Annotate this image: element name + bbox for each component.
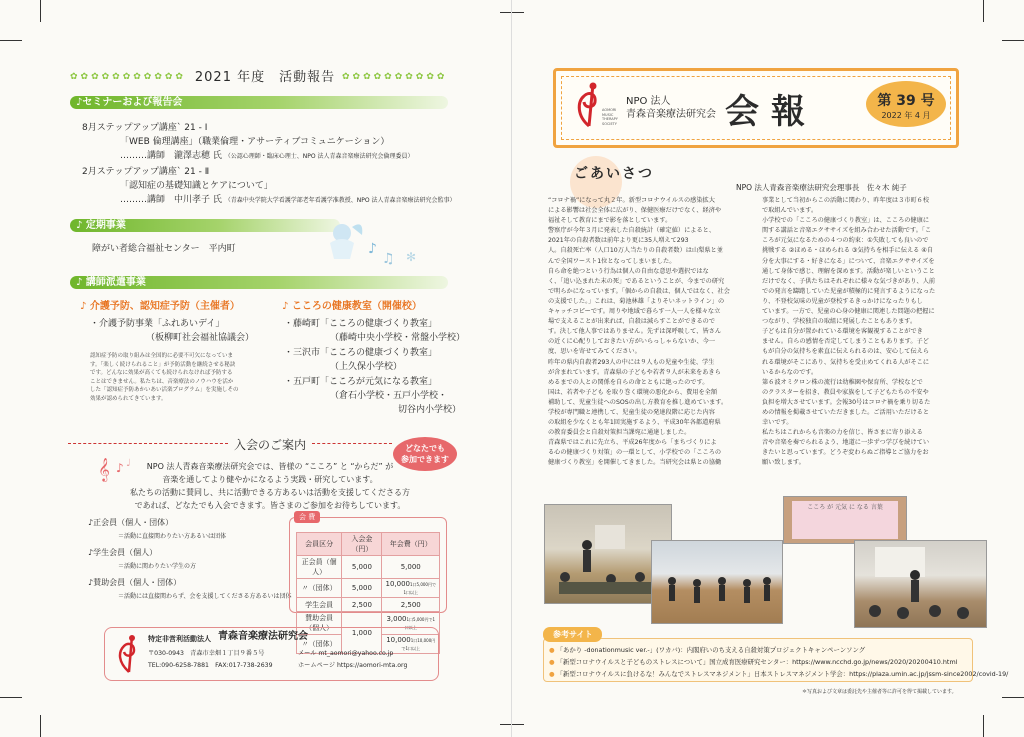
body-line: 負担を増大させています。会報30号はコロナ禍を乗り切るた [762, 398, 931, 406]
dispatch-line: （上久保小学校） [330, 362, 403, 372]
fee-label: 会 費 [294, 511, 320, 523]
dispatch-line: ・介護予防事業「ふれあいデイ」 [90, 319, 225, 329]
greeting-column-1 [548, 196, 752, 469]
angel-illustration [322, 215, 422, 270]
body-line: 幸いです。 [762, 419, 793, 427]
footer-homepage[interactable]: ホームページ https://aomori-mta.org [298, 662, 408, 669]
body-line: の支援でした。」これは、菊池林雄「よりそいネットライン」の [548, 297, 725, 305]
dispatch-note: 認知症予防の取り組みは全国的に必要不可欠になっていま す。「楽しく続けられること」が予防活動を継続させる秘訣 です。どんなに効果が高くても続けられなければ予防する ことはできません。私たちは、音楽療法のノウハウを活か した「認知症予防あかいあい活楽プログラム」を実施しその 効果が認められてきています。 [90, 353, 239, 402]
body-line: 小学校での「こころの健康づくり教室」は、こころの健康に [762, 217, 930, 225]
seminar-lecturer: ………講師 瀧澤志穂 氏 （公認心理師・臨床心理士、NPO 法人青森音楽療法研究会倫理委員） [120, 151, 414, 161]
body-line: り、不登校気味の児童が登校するきっかけになったりもし [762, 297, 923, 305]
body-line: 関する講話と音楽エクササイズを組み合わせた活動です。「こ [762, 227, 932, 235]
svg-text:♪: ♪ [116, 461, 124, 475]
body-line: 2021年の自殺者数は前年より更に35人増えて293 [548, 237, 689, 245]
crop-mark [0, 40, 22, 41]
body-line: による影響は社会全体に広がり、保健医療だけでなく、経済や [548, 207, 722, 215]
body-line: めるまでの人との関係を自らの命とともに絶ったのです。 [548, 378, 709, 386]
svg-text:𝄞: 𝄞 [98, 457, 110, 481]
body-line: 警察庁が今年３月に発表した自殺統計（確定値）によると、 [548, 227, 716, 235]
dispatch-line: ・藤崎町「こころの健康づくり教室」 [284, 319, 438, 329]
dispatch-line: ・三沢市「こころの健康づくり教室」 [284, 348, 438, 358]
photo-classroom-2 [854, 540, 987, 628]
body-line: での発言を躊躇していた児童が積極的に発言するようになった [762, 287, 936, 295]
body-line: 私たちはこれからも音楽の力を信じ、皆さまに寄り添える [762, 429, 923, 437]
body-line: 挑戦する ②ほめる・ほめられる ③気持ちを相手に伝える ④自 [762, 247, 934, 255]
body-line: る心の健康づくり対策」の一環として、小学校での「こころの [548, 449, 722, 457]
logo-text: AOMORI MUSIC THERAPY SOCIETY [602, 108, 618, 126]
greeting-column-2 [762, 196, 967, 469]
reference-label: 参考サイト [543, 627, 602, 642]
body-line: 健康づくり教室」を開催してきました。当研究会は県との協働 [548, 459, 722, 467]
member-type: ♪賛助会員（個人・団体） [88, 578, 182, 587]
dispatch-line: （板柳町社会福祉協議会） [146, 333, 255, 343]
header-org-small: NPO 法人 [626, 96, 671, 107]
page-fold [511, 0, 512, 737]
reference-link[interactable]: ● 「新型コロナウイルスに負けるな！みんなでストレスマネジメント」日本ストレスマネジメント学会：https://plaza.umin.ac.jp/jssm-since2002/covid-19/ [549, 670, 1009, 678]
body-line: ています。一方で、児童の心身の健康に関連した問題の把握に [762, 308, 935, 316]
body-line: の教育委員会と自殺対策担当課宛に通達しました。 [548, 429, 691, 437]
crop-mark [1002, 40, 1024, 41]
body-line: ころが元気になるための４つの約束：①失敗しても良いので [762, 237, 929, 245]
crop-mark [1002, 697, 1024, 698]
body-line: キャッチコピーです。周りや地域で暮らす一人一人を様々な立 [548, 308, 721, 316]
dispatch-line: （倉石小学校・五戸小学校・ [330, 391, 448, 401]
dispatch-line: 切谷内小学校） [398, 405, 462, 415]
photo-gym [651, 540, 783, 624]
body-line: が含まれています。青森県の子どもや若者９人が未来をあきら [548, 368, 721, 376]
member-desc: ＝活動には直接関わらず、会を支援してくださる方あるいは団体 [118, 593, 292, 600]
seminar-line: 8月ステップアップ講座` 21 - Ⅰ [82, 123, 208, 133]
fee-table: 会員区分 入会金（円） 年会費（円） 正会員（個人） 5,000 5,000 〃（団体） 5,000 10,0001口5,000円で1口以上 学生会員 2,500 2,500 賛助会員（個人） 1,000 3,0001口5,000円で1口以上 〃（団体） 10,0001口10,000円で1口以上 [296, 532, 440, 654]
body-line: 分を大事にする・好きになる」について、音楽エクササイズを [762, 257, 935, 265]
body-line: めの情報を掲載させていただきました。ご活用いただけると [762, 408, 930, 416]
join-intro: NPO 法人青森音楽療法研究会では、皆様の “こころ” と “からだ” が 音楽を通してより健やかになるよう実践・研究しています。 私たちの活動に賛同し、共に活動できる方あるいは活動を支援してくださる方 であれば、どなたでも入会できます。皆さまのご参加をお待ちしています。 [130, 462, 410, 510]
org-logo [575, 78, 605, 138]
body-line: 度、思いを寄せてみてください。 [548, 348, 641, 356]
footer-tel: TEL:090-6258-7881 FAX:017-738-2639 [148, 662, 273, 669]
author: NPO 法人青森音楽療法研究会理事長 佐々木 純子 [736, 183, 907, 192]
divider [68, 443, 228, 444]
join-badge: どなたでも 参加できます [393, 437, 457, 471]
clover-decoration: ✿✿✿✿✿✿✿✿✿✿✿ [70, 72, 186, 82]
body-line: ません。自らの感情を否定してしまうこともあります。子ど [762, 338, 929, 346]
reference-link[interactable]: ● 「新型コロナウイルスと子どものストレスについて」国立成育医療研究センター：https://www.ncchd.go.jp/news/2020/20200410.html [549, 658, 958, 666]
body-line: 音や音楽を奏でられるよう、地道に一歩ずつ学びを続けてい [762, 439, 930, 447]
join-title: 入会のご案内 [233, 438, 306, 452]
footer-org-type: 特定非営利活動法人 [148, 635, 211, 643]
divider [312, 443, 392, 444]
body-line: 人。自殺死亡率（人口10万人当たりの自殺者数）は山梨県と並 [548, 247, 723, 255]
body-line: で明らかになっています。「個からの自殺は、個人ではなく、社会 [548, 287, 730, 295]
body-line: の取組を少なくとも年1回実施するよう、平成30年各都道府県 [548, 419, 721, 427]
member-desc: ＝活動に直接関わりたい方あるいは団体 [118, 533, 227, 540]
body-line: “コロナ禍”になって丸２年。新型コロナウイルスの感染拡大 [548, 197, 715, 204]
body-line: のクラスターを招き、教員や家族をして子どもたちの不安や [762, 388, 929, 396]
greeting-title: ごあいさつ [574, 166, 654, 182]
body-line: 場で支えることが出来れば、自殺は減らすことができるので [548, 318, 716, 326]
body-line: んで全国ワースト1位となってしまいました。 [548, 257, 676, 265]
body-line: もが自分の気持ちを素直に伝えられるのは、安心して伝えら [762, 348, 930, 356]
seminar-line: 「認知症の基礎知識とケアについて」 [120, 181, 273, 191]
dispatch-col1-heading: ♪ 介護予防、認知症予防（主催者） [80, 301, 240, 312]
seminar-line: 「WEB 倫理講座」（職業倫理・アサーティブコミュニケーション） [120, 137, 390, 147]
body-line: 子どもは自分が置かれている環境を客観視することができ [762, 328, 923, 336]
member-type: ♪学生会員（個人） [88, 548, 158, 557]
svg-text:♩: ♩ [126, 458, 131, 469]
dispatch-line: （藤崎中央小学校・常盤小学校） [330, 333, 466, 343]
svg-text:✻: ✻ [406, 250, 417, 264]
clover-decoration: ✿✿✿✿✿✿✿✿✿✿ [342, 72, 448, 82]
issue-badge: 第 39 号 2022 年 4 月 [866, 81, 946, 127]
footer-email[interactable]: メール mt_aomori@yahoo.co.jp [298, 650, 394, 657]
crop-mark [40, 0, 41, 22]
crop-mark [40, 715, 41, 737]
dispatch-line: ・五戸町「こころが元気になる教室」 [284, 377, 438, 387]
org-logo [116, 632, 142, 674]
section-header-dispatch: ♪ 講師派遣事業 [70, 276, 448, 289]
body-line: の近くに心配りしておきたい方がいらっしゃらないか、今一 [548, 338, 716, 346]
body-line: 国は、若者や子ども を取り巻く環境の悪化から、費用を全額 [548, 388, 718, 396]
section-header-seminar: ♪セミナーおよび報告会 [70, 96, 448, 109]
body-line: 通して身体で感じ、理解を深めます。活動が楽しいということ [762, 267, 935, 275]
body-line: く、「追い込まれた末の死」であるということが、今までの研究 [548, 277, 725, 285]
body-line: れる環境がそこにあり、気持ちを受止めてくれる人がそこに [762, 358, 930, 366]
fee-table-box [289, 517, 447, 651]
body-line: 補助して、児童生徒へのSOSの出し方教育を推し進めています。 [548, 398, 728, 406]
body-line: きたいと思っています。どうぞ変わらぬご指導とご協力をお [762, 449, 929, 457]
header-org-name: 青森音楽療法研究会 [626, 109, 716, 120]
crop-mark [0, 697, 22, 698]
body-line: だけでなく、子供たちはそれぞれに様々な気づきがあり、人前 [762, 277, 936, 285]
regular-line: 障がい者総合福祉センター 平内町 [92, 244, 236, 254]
footer-address: 〒030-0943 青森市幸畑１丁目９番５号 [148, 650, 265, 657]
body-line: つながり、学校独自の取組に発展したこともあります。 [762, 318, 917, 326]
page-title: 2021 年度 活動報告 [194, 70, 336, 85]
crop-mark [500, 724, 524, 725]
svg-text:♪: ♪ [368, 241, 377, 257]
body-line: 学校が専門職と連携して、児童生徒の発達段階に応じた内容 [548, 408, 715, 416]
body-line: で取組んでいます。 [762, 207, 818, 215]
photo-poster: こころ が 元気 に なる 言葉 [783, 496, 907, 544]
svg-text:♫: ♫ [382, 251, 395, 267]
body-line: 願い致します。 [762, 459, 805, 467]
seminar-lecturer: ………講師 中川孝子 氏 （青森中央学院大学看護学部老年看護学准教授、NPO 法人青森音楽療法研究会監事） [120, 195, 456, 205]
body-line: いるからなのです。 [762, 368, 818, 376]
crop-mark [500, 12, 524, 13]
body-line: 福祉そして教育にまで影を落としています。 [548, 217, 672, 225]
crop-mark [983, 0, 984, 22]
footnote: ＊写真および文章は委託先や主催者等に許可を得て掲載しています。 [802, 689, 957, 695]
crop-mark [983, 715, 984, 737]
body-line: 事業として当初からこの活動に関わり、昨年度は３市町６校 [762, 197, 930, 204]
body-line: 昨年の県内自殺者293人の中には９人もの児童や生徒、学生 [548, 358, 715, 366]
footer-org-name: 青森音楽療法研究会 [218, 631, 308, 642]
seminar-line: 2月ステップアップ講座` 21 - Ⅱ [82, 167, 210, 177]
body-line: 自ら命を絶つという行為は個人の自由な意思や選択ではな [548, 267, 709, 275]
member-desc: ＝活動に関わりたい学生の方 [118, 563, 197, 570]
section-header-regular: ♪ 定期事業 [70, 219, 340, 232]
member-type: ♪正会員（個人・団体） [88, 518, 174, 527]
reference-link[interactable]: ● 「あかり -donationmusic ver.-」(ワカバ)：内閣府いのち支える自殺対策プロジェクトキャンペーンソング [549, 646, 866, 654]
body-line: 青森県ではこれに先立ち、平成26年度から「まちづくりによ [548, 439, 717, 447]
body-line: す。決して他人事ではありません。先ずは深呼吸して、皆さん [548, 328, 722, 336]
dispatch-col2-heading: ♪ こころの健康教室（開催校） [282, 301, 422, 312]
newsletter-title: 会報 [725, 92, 817, 132]
body-line: 第６波オミクロン株の流行は幼稚園や保育所、学校などで [762, 378, 923, 386]
